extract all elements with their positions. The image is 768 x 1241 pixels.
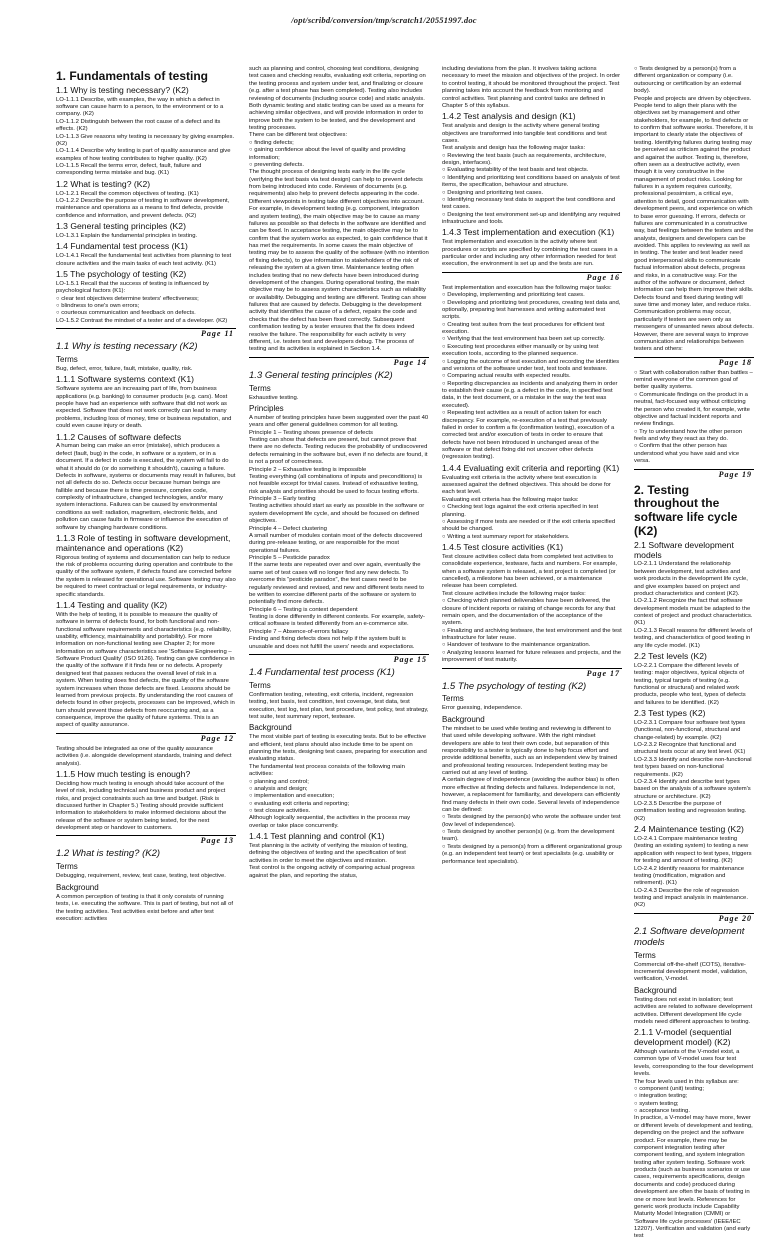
page-marker: Page 11 (56, 328, 236, 339)
page-marker: Page 19 (634, 469, 754, 480)
paragraph: ○ Checking test logs against the exit criteria specified in test planning. (442, 504, 599, 518)
paragraph: ○ Reviewing the test basis (such as requirements, architecture, design, interfaces). (442, 152, 607, 166)
paragraph: LO-2.3.3 Identify and describe non-functional test types based on non-functional requirements. (K2) (634, 756, 752, 778)
paragraph: Software systems are an increasing part of life, from business applications (e.g. banking) to consumer products (e.g. cars). Most people have had an experience with software that did not work as expected. Software that does not work correctly can lead to many problems, including loss of money, time or business reputation, and could even cause injury or death. (56, 386, 232, 430)
paragraph: ○ Finalizing and archiving testware, the test environment and the test infrastructure for later reuse. (442, 627, 622, 641)
paragraph: ○ preventing defects. (249, 161, 304, 168)
section-heading-italic: 1.3 General testing principles (K2) (249, 369, 393, 381)
section-heading-italic: 1.2 What is testing? (K2) (56, 848, 161, 860)
paragraph: ○ Start with collaboration rather than battles – remind everyone of the common goal of better quality systems. (634, 369, 753, 391)
paragraph: such as planning and control, choosing test conditions, designing test cases and checking results, evaluating exit criteria, reporting on the testing process and system under test, and finalizing or closure (e.g. after a test phase has been completed). Testing also includes reviewing of documents (including source code) and static analysis. Both dynamic testing and static testing can be used as a means for achieving similar objectives, and will provide information in order to improve both the system to be tested, and the development and testing processes. (249, 66, 426, 131)
page-marker: Page 13 (56, 835, 236, 846)
paragraph: Test implementation and execution has the following major tasks: (442, 284, 612, 291)
section-heading: 1.5 The psychology of testing (K2) (56, 269, 187, 280)
paragraph: LO-2.1.3 Recall reasons for different levels of testing, and characteristics of good testing in any life cycle model. (K1) (634, 627, 753, 649)
paragraph: LO-1.1.3 Give reasons why testing is necessary by giving examples. (K2) (56, 133, 235, 147)
paragraph: Testing is done differently in different contexts. For example, safety-critical software is tested differently from an e-commerce site. (249, 614, 425, 628)
paragraph: ○ Developing and prioritizing test procedures, creating test data and, optionally, preparing test harnesses and writing automated test scripts. (442, 299, 621, 321)
paragraph: Principle 3 – Early testing (249, 496, 316, 503)
section-heading: 2.1.1 V-model (sequential development model) (K2) (634, 1027, 732, 1048)
page-marker: Page 12 (56, 733, 236, 744)
paragraph: If the same tests are repeated over and over again, eventually the same set of test cases will no longer find any new defects. To overcome this “pesticide paradox”, the test cases need to be regularly reviewed and revised, and new and different tests need to be written to exercise different parts of the software or system to potentially find more defects. (249, 562, 425, 606)
paragraph: Confirmation testing, retesting, exit criteria, incident, regression testing, test basis, test condition, test coverage, test data, test execution, test log, test plan, test procedure, test policy, test strategy, test suite, test summary report, testware. (249, 691, 429, 720)
section-heading: 1.4.3 Test implementation and execution (K1) (442, 227, 615, 238)
section-heading: 1.1 Why is testing necessary? (K2) (56, 84, 189, 95)
page-marker: Page 14 (249, 357, 429, 368)
paragraph: ○ Reporting discrepancies as incidents and analyzing them in order to establish their cause (e.g. a defect in the code, in specified test data, in the test document, or a mistake in the way the test was executed). (442, 380, 618, 409)
paragraph: ○ clear test objectives determine testers' effectiveness; (56, 295, 199, 302)
paragraph: ○ Logging the outcome of test execution and recording the identities and versions of the software under test, test tools and testware. (442, 358, 620, 372)
paragraph: ○ evaluating exit criteria and reporting; (249, 800, 350, 807)
paragraph: Principle 5 – Pesticide paradox (249, 555, 330, 562)
subheading: Terms (249, 383, 271, 393)
document-file-path: /opt/scribd/conversion/tmp/scratch1/20551997.doc (291, 15, 477, 25)
section-heading: 2.3 Test types (K2) (634, 708, 706, 719)
paragraph: LO-2.3.1 Compare four software test types (functional, non-functional, structural and change-related) by example. (K2) (634, 719, 746, 741)
paragraph: Evaluating exit criteria has the following major tasks: (442, 496, 579, 503)
paragraph: Principle 2 – Exhaustive testing is impossible (249, 466, 367, 473)
paragraph: Test implementation and execution is the activity where test procedures or scripts are specified by combining the test cases in a particular order and including any other information needed for test execution, the environment is set up and the tests are run. (442, 239, 618, 268)
text-column-2 (249, 66, 429, 1016)
paragraph: LO-2.2.1 Compare the different levels of testing: major objectives, typical objects of testing, typical targets of testing (e.g. functional or structural) and related work products, people who test, types of defects and failures to be identified. (K2) (634, 662, 746, 706)
section-heading: 1.1.5 How much testing is enough? (56, 768, 191, 779)
paragraph: Test analysis and design has the following major tasks: (442, 145, 586, 152)
paragraph: LO-1.2.2 Describe the purpose of testing in software development, maintenance and operations as a means to find defects, provide confidence and information, and prevent defects. (K2) (56, 198, 230, 219)
paragraph: The thought process of designing tests early in the life cycle (verifying the test basis via test design) can help to prevent defects from being introduced into code. Reviews of documents (e.g. requirements) also help to prevent defects appearing in the code. Different viewpoints in testing take different objectives into account. For example, in development testing (e.g. component, integration and system testing), the main objective may be to cause as many failures as possible so that defects in the software are identified and can be fixed. In acceptance testing, the main objective may be to confirm that the system works as expected, to gain confidence that it has met the requirements. In some cases the main objective of testing may be to assess the quality of the software (with no intention of fixing defects), to give information to stakeholders of the risk of releasing the system at a given time. Maintenance testing often includes testing that no new defects have been introduced during development of the changes. During operational testing, the main objective may be to assess system characteristics such as reliability or availability. Debugging and testing are different. Testing can show failures that are caused by defects. Debugging is the development activity that identifies the cause of a defect, repairs the code and checks that the defect has been fixed correctly. Subsequent confirmation testing by a tester ensures that the fix does indeed resolve the failure. The responsibility for each activity is very different, i.e. testers test and developers debug. The process of testing and its activities is explained in Section 1.4. (249, 169, 429, 353)
section-heading: 1.1.4 Testing and quality (K2) (56, 599, 168, 610)
paragraph: ○ Tests designed by the person(s) who wrote the software under test (low level of independence). (442, 814, 621, 828)
paragraph: LO-1.1.5 Recall the terms error, defect, fault, failure and corresponding terms mistake and bug. (K1) (56, 163, 202, 177)
subheading: Terms (56, 862, 78, 872)
paragraph: ○ Tests designed by a person(s) from a different organization or company (i.e. outsourcing or certification by an external body). (634, 66, 742, 95)
paragraph: ○ Evaluating testability of the test basis and test objects. (442, 167, 589, 174)
section-heading-italic: 1.5 The psychology of testing (K2) (442, 680, 587, 692)
paragraph: Commercial off-the-shelf (COTS), iterative-incremental development model, validation, verification, V-model. (634, 961, 748, 983)
text-column-1 (56, 66, 236, 1016)
paragraph: LO-1.1.1 Describe, with examples, the way in which a defect in software can cause harm to a person, to the environment or to a company. (K2) (56, 96, 224, 118)
paragraph: LO-2.3.2 Recognize that functional and structural tests occur at any test level. (K1) (634, 742, 746, 756)
paragraph: A human being can make an error (mistake), which produces a defect (fault, bug) in the code, in software or a system, or in a document. If a defect in code is executed, the system will fail to do what it should do (or do something it shouldn't), causing a failure. Defects in software, systems or documents may result in failures, but not all defects do so. Defects occur because human beings are fallible and because there is time pressure, complex code, complexity of infrastructure, changed technologies, and/or many system interactions. Failures can be caused by environmental conditions as well: radiation, magnetism, electronic fields, and pollution can cause faults in firmware or influence the execution of software by changing hardware conditions. (56, 443, 236, 531)
section-heading-italic: 1.4 Fundamental test process (K1) (249, 666, 395, 678)
paragraph: A small number of modules contain most of the defects discovered during pre-release testing, or are responsible for the most operational failures. (249, 532, 423, 554)
paragraph: ○ Analyzing lessons learned for future releases and projects, and the improvement of test maturity. (442, 649, 622, 664)
paragraph: Testing should be integrated as one of the quality assurance activities (i.e. alongside development standards, training and defect analysis). (56, 745, 232, 767)
paragraph: ○ Creating test suites from the test procedures for efficient test execution. (442, 321, 605, 335)
paragraph: ○ finding defects; (249, 139, 294, 146)
section-heading: 1.4 Fundamental test process (K1) (56, 241, 188, 252)
paragraph: Testing does not exist in isolation; test activities are related to software development activities. Different development life cycle models need different approaches to testing. (634, 996, 753, 1025)
paragraph: Error guessing, independence. (442, 705, 523, 712)
paragraph: Rigorous testing of systems and documentation can help to reduce the risk of problems occurring during operation and contribute to the quality of the software system, if defects found are corrected before the system is released for operational use. Software testing may also be required to meet contractual or legal requirements, or industry-specific standards. (56, 554, 236, 598)
paragraph: LO-1.4.1 Recall the fundamental test activities from planning to test closure activities and the main tasks of each test activity. (K1) (56, 253, 232, 267)
paragraph: ○ Designing the test environment set-up and identifying any required infrastructure and tools. (442, 211, 621, 225)
paragraph: ○ Verifying that the test environment has been set up correctly. (442, 336, 605, 343)
paragraph: LO-2.3.4 Identify and describe test types based on the analysis of a software system's structure or architecture. (K2) (634, 778, 751, 800)
text-column-3 (442, 66, 622, 1016)
section-heading: 1.1.2 Causes of software defects (56, 431, 182, 442)
subheading: Background (634, 985, 677, 995)
section-heading: 1.4.4 Evaluating exit criteria and reporting (K1) (442, 462, 620, 473)
section-heading: 1.3 General testing principles (K2) (56, 221, 186, 232)
paragraph: ○ Repeating test activities as a result of action taken for each discrepancy. For example, re-execution of a test that previously failed in order to confirm a fix (confirmation testing), execution of a corrected test and/or execution of tests in order to ensure that defects have not been introduced in unchanged areas of the software or that defect fixing did not uncover other defects (regression testing). (442, 410, 615, 461)
paragraph: ○ Handover of testware to the maintenance organization. (442, 642, 591, 649)
paragraph: The four levels used in this syllabus are: (634, 1078, 739, 1085)
section-heading: 1.4.5 Test closure activities (K1) (442, 542, 564, 552)
page-marker: Page 16 (442, 272, 622, 283)
paragraph: LO-1.1.4 Describe why testing is part of quality assurance and give examples of how testing contributes to higher quality. (K2) (56, 148, 231, 162)
paragraph: ○ Developing, implementing and prioritizing test cases. (442, 292, 585, 299)
paragraph: LO-1.1.2 Distinguish between the root cause of a defect and its effects. (K2) (56, 118, 221, 133)
paragraph: Test analysis and design is the activity where general testing objectives are transformed into tangible test conditions and test cases. (442, 123, 607, 144)
paragraph: ○ integration testing; (634, 1093, 688, 1100)
subheading: Terms (249, 680, 271, 690)
paragraph: LO-1.3.1 Explain the fundamental principles in testing. (56, 233, 198, 240)
paragraph: ○ Executing test procedures either manually or by using test execution tools, according to the planned sequence. (442, 343, 599, 358)
section-heading: 1.4.2 Test analysis and design (K1) (442, 111, 576, 122)
paragraph: Principle 7 – Absence-of-errors fallacy (249, 628, 349, 635)
page-marker: Page 17 (442, 668, 622, 679)
paragraph: There can be different test objectives: (249, 132, 348, 139)
paragraph: Test closure activities include the following major tasks: (442, 590, 586, 597)
paragraph: ○ gaining confidence about the level of quality and providing information; (249, 147, 406, 161)
section-heading: 1.4.1 Test planning and control (K1) (249, 831, 385, 842)
paragraph: The mindset to be used while testing and reviewing is different to that used while developing software. With the right mindset developers are able to test their own code, but separation of this responsibility to a tester is typically done to help focus effort and provide additional benefits, such as an independent view by trained and professional testing resources. Independent testing may be carried out at any level of testing. (442, 725, 618, 777)
paragraph: Finding and fixing defects does not help if the system built is unusable and does not fulfill the users' needs and expectations. (249, 636, 415, 650)
paragraph: ○ Writing a test summary report for stakeholders. (442, 533, 570, 540)
subheading: Principles (249, 403, 284, 413)
section-heading: 1.1.1 Software systems context (K1) (56, 374, 195, 385)
paragraph: ○ implementation and execution; (249, 793, 335, 800)
subheading: Terms (56, 355, 78, 365)
paragraph: Test planning is the activity of verifying the mission of testing, defining the objectives of testing and the specification of test activities in order to meet the objectives and mission. (249, 843, 408, 864)
page-marker: Page 18 (634, 357, 754, 368)
paragraph: ○ courteous communication and feedback on defects. (56, 310, 196, 317)
subheading: Background (442, 714, 485, 724)
paragraph: ○ test closure activities. (249, 808, 311, 815)
section-heading: 2.4 Maintenance testing (K2) (634, 824, 744, 835)
text-column-4 (634, 66, 754, 1240)
paragraph: LO-1.5.2 Contrast the mindset of a tester and of a developer. (K2) (56, 317, 228, 324)
paragraph: including deviations from the plan. It involves taking actions necessary to meet the mission and objectives of the project. In order to control testing, it should be monitored throughout the project. Test planning takes into account the feedback from monitoring and control activities. Test planning and control tasks are defined in Chapter 5 of this syllabus. (442, 66, 621, 109)
section-heading: 1.2 What is testing? (K2) (56, 178, 151, 189)
subheading: Terms (634, 950, 656, 960)
paragraph: Bug, defect, error, failure, fault, mistake, quality, risk. (56, 366, 193, 373)
paragraph: LO-2.4.2 Identify reasons for maintenance testing (modification, migration and retirement). (K1) (634, 865, 745, 887)
paragraph: ○ Tests designed by another person(s) (e.g. from the development team). (442, 829, 615, 843)
section-heading: 1.1.3 Role of testing in software development, maintenance and operations (K2) (56, 532, 231, 553)
paragraph: Testing activities should start as early as possible in the software or system development life cycle, and should be focused on defined objectives. (249, 503, 425, 525)
paragraph: ○ Tests designed by a person(s) from a different organizational group (e.g. an independent test team) or test specialists (e.g. usability or performance test specialists). (442, 843, 622, 865)
section-heading-italic: 1.1 Why is testing necessary (K2) (56, 341, 198, 353)
paragraph: Although variants of the V-model exist, a common type of V-model uses four test levels, corresponding to the four development levels. (634, 1049, 754, 1078)
page-marker: Page 20 (634, 913, 754, 924)
paragraph: ○ blindness to one's own errors; (56, 303, 140, 310)
subheading: Background (249, 723, 292, 733)
paragraph: A certain degree of independence (avoiding the author bias) is often more effective at finding defects and failures. Independence is not, however, a replacement for familiarity, and developers can efficiently find many defects in their own code. Several levels of independence can be defined: (442, 777, 620, 813)
paragraph: A common perception of testing is that it only consists of running tests, i.e. executing the software. This is part of testing, but not all of the testing activities. Test activities exist before and after test execution: activities (56, 893, 234, 922)
paragraph: Testing can show that defects are present, but cannot prove that there are no defects. Testing reduces the probability of undiscovered defects remaining in the software but, even if no defects are found, it is not a proof of correctness. (249, 437, 428, 466)
paragraph: LO-2.1.2 Recognize the fact that software development models must be adapted to the context of project and product characteristics. (K1) (634, 598, 753, 627)
paragraph: ○ component (unit) testing; (634, 1085, 705, 1092)
paragraph: ○ Designing and prioritizing test cases. (442, 189, 544, 196)
paragraph: Principle 1 – Testing shows presence of defects (249, 429, 373, 436)
paragraph: LO-1.5.1 Recall that the success of testing is influenced by psychological factors (K1): (56, 280, 209, 295)
paragraph: The fundamental test process consists of the following main activities: (249, 763, 405, 778)
paragraph: LO-2.4.3 Describe the role of regression testing and impact analysis in maintenance. (K2) (634, 887, 748, 909)
paragraph: ○ Try to understand how the other person feels and why they react as they do. (634, 428, 743, 442)
paragraph: The most visible part of testing is executing tests. But to be effective and efficient, test plans should also include time to be spent on planning the tests, designing test cases, preparing for execution and evaluating status. (249, 734, 427, 763)
paragraph: ○ acceptance testing. (634, 1108, 690, 1115)
subheading: Background (56, 882, 99, 892)
paragraph: A number of testing principles have been suggested over the past 40 years and offer general guidelines common for all testing. (249, 414, 429, 429)
paragraph: Exhaustive testing. (249, 394, 299, 401)
paragraph: ○ analysis and design; (249, 785, 308, 792)
paragraph: LO-2.1.1 Understand the relationship between development, test activities and work products in the development life cycle, and give examples based on project and product characteristics and context (K2). (634, 561, 748, 597)
paragraph: People and projects are driven by objectives. People tend to align their plans with the objectives set by management and other stakeholders, for example, to find defects or to confirm that software works. Therefore, it is important to clearly state the objectives of testing. Identifying failures during testing may be perceived as criticism against the product and against the author. Testing is, therefore, often seen as a destructive activity, even though it is very constructive in the management of product risks. Looking for failures in a system requires curiosity, professional pessimism, a critical eye, attention to detail, good communication with development peers, and experience on which to base error guessing. If errors, defects or failures are communicated in a constructive way, bad feelings between the testers and the analysts, designers and developers can be avoided. This applies to reviewing as well as in testing. The tester and test leader need good interpersonal skills to communicate factual information about defects, progress and risks, in a constructive way. For the author of the software or document, defect information can help them improve their skills. Defects found and fixed during testing will save time and money later, and reduce risks. Communication problems may occur, particularly if testers are seen only as messengers of unwanted news about defects. However, there are several ways to improve communication and relationships between testers and others: (634, 95, 754, 353)
paragraph: Test control is the ongoing activity of comparing actual progress against the plan, and reporting the status, (249, 865, 415, 879)
paragraph: ○ Checking which planned deliverables have been delivered, the closure of incident reports or raising of change records for any that remain open, and the documentation of the acceptance of the system. (442, 598, 616, 627)
paragraph: LO-2.4.1 Compare maintenance testing (testing an existing system) to testing a new application with respect to test types, triggers for testing and amount of testing. (K2) (634, 836, 752, 865)
paragraph: ○ planning and control; (249, 778, 309, 785)
paragraph: Although logically sequential, the activities in the process may overlap or take place concurrently. (249, 815, 411, 829)
section-heading: 2.1 Software development models (634, 539, 734, 560)
chapter-heading: 2. Testing throughout the software life cycle (K2) (634, 482, 738, 538)
paragraph: LO-1.2.1 Recall the common objectives of testing. (K1) (56, 190, 199, 197)
paragraph: Deciding how much testing is enough should take account of the level of risk, including technical and business product and project risks, and project constraints such as time and budget. (Risk is discussed further in Chapter 5.) Testing should provide sufficient information to stakeholders to make informed decisions about the release of the software or system being tested, for the next development step or handover to customers. (56, 780, 227, 832)
paragraph: ○ Assessing if more tests are needed or if the exit criteria specified should be changed. (442, 518, 616, 533)
paragraph: Principle 4 – Defect clustering (249, 525, 327, 532)
chapter-heading: 1. Fundamentals of testing (56, 69, 209, 83)
paragraph: LO-2.3.5 Describe the purpose of confirmation testing and regression testing. (K2) (634, 801, 747, 822)
paragraph: Principle 6 – Testing is context dependent (249, 606, 358, 613)
paragraph: Testing everything (all combinations of inputs and preconditions) is not feasible except for trivial cases. Instead of exhaustive testing, risk analysis and priorities should be used to focus testing efforts. (249, 473, 423, 495)
paragraph: Test closure activities collect data from completed test activities to consolidate experience, testware, facts and numbers. For example, when a software system is released, a test project is completed (or cancelled), a milestone has been achieved, or a maintenance release has been completed. (442, 553, 618, 590)
paragraph: ○ Comparing actual results with expected results. (442, 373, 571, 380)
paragraph: Debugging, requirement, review, test case, testing, test objective. (56, 873, 226, 880)
subheading: Terms (442, 694, 464, 704)
paragraph: ○ system testing; (634, 1100, 679, 1107)
paragraph: ○ Communicate findings on the product in a neutral, fact-focused way without criticizing the person who created it, for example, write objective and factual incident reports and review findings. (634, 391, 750, 428)
paragraph: With the help of testing, it is possible to measure the quality of software in terms of defects found, for both functional and non-functional software requirements and characteristics (e.g. reliability, usability, efficiency, maintainability and portability). For more information on non-functional testing see Chapter 2; for more information on software characteristics see 'Software Engineering – Software Product Quality' (ISO 9126). Testing can give confidence in the quality of the software if it finds few or no defects. A properly designed test that passes reduces the overall level of risk in a system. When testing does find defects, the quality of the software system increases when those defects are fixed. Lessons should be learned from previous projects. By understanding the root causes of defects found in other projects, processes can be improved, which in turn should prevent those defects from reoccurring and, as a consequence, improve the quality of future systems. This is an aspect of quality assurance. (56, 611, 235, 729)
section-heading: 2.2 Test levels (K2) (634, 650, 707, 661)
paragraph: ○ Identifying and prioritizing test conditions based on analysis of test items, the specification, behaviour and structure. (442, 174, 620, 189)
paragraph: In practice, a V-model may have more, fewer or different levels of development and testing, depending on the project and the software product. For example, there may be component integration testing after component testing, and system integration testing after system testing. Software work products (such as business scenarios or use cases, requirements specifications, design documents and code) produced during development are often the basis of testing in one or more test levels. References for generic work products include Capability Maturity Model Integration (CMMI) or 'Software life cycle processes' (IEEE/IEC 12207). Verification and validation (and early test (634, 1115, 753, 1240)
paragraph: Evaluating exit criteria is the activity where test execution is assessed against the defined objectives. This should be done for each test level. (442, 474, 611, 496)
paragraph: ○ Identifying necessary test data to support the test conditions and test cases. (442, 196, 616, 211)
page-marker: Page 15 (249, 654, 429, 665)
section-heading-italic: 2.1 Software development models (634, 925, 745, 948)
paragraph: ○ Confirm that the other person has understood what you have said and vice versa. (634, 443, 740, 465)
